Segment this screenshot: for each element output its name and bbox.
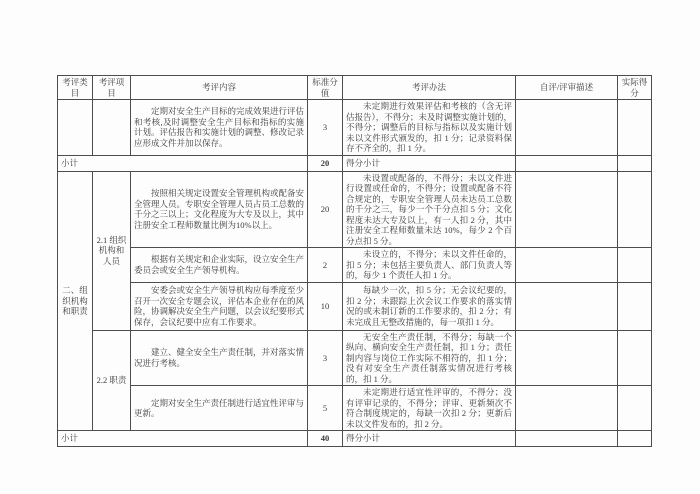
score-cell: 20 [308,171,343,248]
subtotal-method-label: 得分小计 [343,431,516,447]
actual-score-cell [618,248,652,283]
review-cell [516,282,618,330]
score-cell: 10 [308,282,343,330]
content-cell [131,386,308,431]
review-cell [516,431,618,447]
header-item: 考评项目 [93,76,131,100]
item-cell-2-2: 2.2 职责 [93,330,131,431]
category-cell-section2: 二、组织机构和职责 [58,171,93,431]
method-cell [343,330,516,386]
actual-score-cell [618,155,652,171]
content-text: 安委会或安全生产领导机构应每季度至少召开一次安全专题会议，评估本企业存在的风险，协调解决安全生产问题，以会议纪要形式保存，会议纪要中应有工作要求。 [134,285,305,327]
actual-score-cell [618,386,652,431]
method-text: 每缺少一次，扣 5 分；无会议纪要的，扣 2 分；未跟踪上次会议工作要求的落实情况的或未制订新的工作要求的，扣 2 分；有未完成且无整改措施的，每一项扣 1 分。 [346,285,512,327]
method-cell [343,386,516,431]
table-row [58,386,652,431]
content-cell [131,282,308,330]
score-cell: 2 [308,248,343,283]
subtotal-method-label: 得分小计 [343,155,516,171]
content-cell [131,248,308,283]
subtotal-label: 小计 [58,155,308,171]
subtotal-row [58,155,652,171]
content-text: 定期对安全生产责任制进行适宜性评审与更新。 [134,397,305,418]
score-cell: 3 [308,330,343,386]
table-header-row [58,76,652,100]
header-method: 考评办法 [343,76,516,100]
header-content: 考评内容 [131,76,308,100]
review-cell [516,248,618,283]
method-text: 无安全生产责任制，不得分；每缺一个纵向、横向安全生产责任制，扣 1 分；责任制内容与岗位工作实际不相符的，扣 1 分；没有对安全生产责任制落实情况进行考核的，扣 1 分。 [346,331,512,384]
item-cell-2-1: 2.1 组织机构和人员 [93,171,131,330]
evaluation-table [57,75,652,447]
content-text: 定期对安全生产目标的完成效果进行评估和考核,及时调整安全生产目标和指标的实施计划。评估报告和实施计划的调整、修改记录应形成文件并加以保存。 [134,106,305,148]
content-cell [131,171,308,248]
content-cell [131,100,308,156]
actual-score-cell [618,330,652,386]
table-row [58,100,652,156]
subtotal-score: 40 [308,431,343,447]
method-cell [343,248,516,283]
content-cell [131,330,308,386]
actual-score-cell [618,282,652,330]
method-text: 未设立的，不得分；未以文件任命的，扣 5 分；未包括主要负责人、部门负责人等的，每少 1 个责任人扣 1 分。 [346,249,512,280]
actual-score-cell [618,171,652,248]
method-cell [343,100,516,156]
review-cell [516,100,618,156]
method-cell [343,171,516,248]
score-cell: 3 [308,100,343,156]
table-row [58,282,652,330]
method-text: 未设置或配备的，不得分；未以文件进行设置或任命的，不得分；设置或配备不符合规定的，专职安全管理人员未达员工总数的千分之三，每少一个千分点扣 5 分；文化程度未达大专及以上，有一人扣 2 分，其中注册安全工程师数量未达 10%，每少 2 个百分点扣 5 分。 [346,172,512,246]
subtotal-label: 小计 [58,431,308,447]
review-cell [516,155,618,171]
review-cell [516,386,618,431]
actual-score-cell [618,100,652,156]
header-category: 考评类目 [58,76,93,100]
table-row [58,330,652,386]
header-score: 标准分值 [308,76,343,100]
score-cell: 5 [308,386,343,431]
method-cell [343,282,516,330]
content-text: 建立、健全安全生产责任制，并对落实情况进行考核。 [134,347,305,368]
content-text: 根据有关规定和企业实际，设立安全生产委员会或安全生产领导机构。 [134,254,305,275]
table-row [58,171,652,248]
subtotal-score: 20 [308,155,343,171]
header-review: 自评/评审描述 [516,76,618,100]
header-actual: 实际得分 [618,76,652,100]
review-cell [516,171,618,248]
method-text: 未定期进行适宜性评审的，不得分；没有评审记录的，不得分；评审、更新频次不符合制度规定的，每缺一次扣 2 分；更新后未以文件发布的，扣 2 分。 [346,387,512,429]
content-text: 按照相关规定设置安全管理机构或配备安全管理人员。专职安全管理人员占员工总数的千分之三以上；文化程度为大专及以上，其中注册安全工程师数量比例为10%以上。 [134,188,305,230]
category-cell-empty [58,100,93,156]
subtotal-row [58,431,652,447]
table-row [58,248,652,283]
method-text: 未定期进行效果评估和考核的（含无评估报告），不得分；未及时调整实施计划的，不得分；调整后的目标与指标以及实施计划未以文件形式颁发的，扣 1 分；记录资料保存不齐全的，扣 1 分。 [346,101,512,153]
actual-score-cell [618,431,652,447]
item-cell-empty [93,100,131,156]
review-cell [516,330,618,386]
